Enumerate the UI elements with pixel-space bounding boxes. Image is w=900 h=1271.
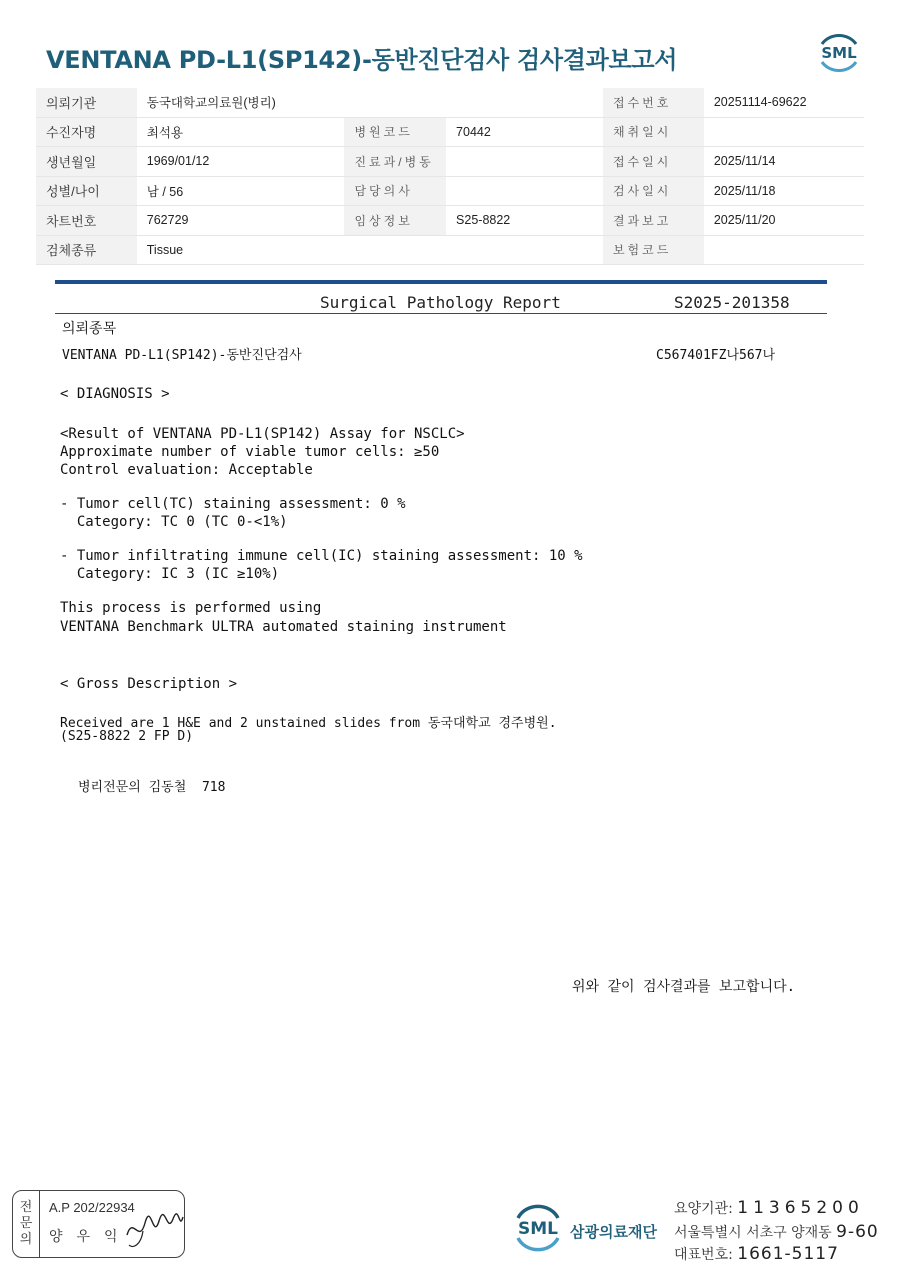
address: 서울특별시 서초구 양재동 9-60 bbox=[674, 1222, 879, 1242]
info-row bbox=[36, 176, 864, 206]
institution-code: 요양기관: 11365200 bbox=[674, 1198, 864, 1218]
info-value bbox=[446, 88, 603, 117]
sml-foundation-logo bbox=[510, 1198, 566, 1256]
svg-text:SML: SML bbox=[821, 44, 857, 62]
info-label bbox=[344, 235, 446, 265]
report-heading: Surgical Pathology Report bbox=[320, 293, 561, 312]
request-code: C567401FZ나567나 bbox=[656, 348, 776, 363]
diagnosis-header: < DIAGNOSIS > bbox=[60, 386, 170, 402]
tc-category: Category: TC 0 (TC 0-<1%) bbox=[60, 514, 288, 530]
info-label: 임상정보 bbox=[344, 206, 446, 236]
info-value bbox=[704, 117, 864, 147]
info-value: 2025/11/14 bbox=[704, 147, 864, 177]
ic-category: Category: IC 3 (IC ≥10%) bbox=[60, 566, 280, 582]
page-title: VENTANA PD-L1(SP142)-동반진단검사 검사결과보고서 bbox=[46, 46, 678, 74]
signature-icon bbox=[123, 1205, 185, 1251]
info-label: 접수번호 bbox=[603, 88, 704, 117]
stamp-name: 양우익 bbox=[49, 1229, 132, 1245]
closing-statement: 위와 같이 검사결과를 보고합니다. bbox=[572, 979, 796, 995]
info-label: 채취일시 bbox=[603, 117, 704, 147]
info-value bbox=[704, 235, 864, 265]
viable-cells: Approximate number of viable tumor cells: ≥50 bbox=[60, 444, 440, 460]
process-line-2: VENTANA Benchmark ULTRA automated staining instrument bbox=[60, 619, 507, 635]
report-sub-rule bbox=[55, 313, 827, 314]
info-label: 검체종류 bbox=[36, 235, 137, 265]
report-number: S2025-201358 bbox=[674, 293, 790, 312]
info-label: 진료과/병동 bbox=[344, 147, 446, 177]
info-row bbox=[36, 88, 864, 117]
info-label bbox=[344, 88, 446, 117]
control-evaluation: Control evaluation: Acceptable bbox=[60, 462, 313, 478]
tc-assessment: - Tumor cell(TC) staining assessment: 0 % bbox=[60, 496, 406, 512]
info-value: 1969/01/12 bbox=[137, 147, 345, 177]
info-row bbox=[36, 235, 864, 265]
info-value: 20251114-69622 bbox=[704, 88, 864, 117]
info-label: 성별/나이 bbox=[36, 176, 137, 206]
info-value: 2025/11/20 bbox=[704, 206, 864, 236]
info-value: 남 / 56 bbox=[137, 176, 345, 206]
foundation-name: 삼광의료재단 bbox=[570, 1223, 657, 1241]
stamp-side-label: 전 문 의 bbox=[13, 1191, 40, 1257]
specialist-stamp bbox=[12, 1190, 185, 1258]
request-label: 의뢰종목 bbox=[62, 321, 117, 337]
info-row bbox=[36, 117, 864, 147]
info-row bbox=[36, 206, 864, 236]
gross-header: < Gross Description > bbox=[60, 676, 238, 692]
ic-assessment: - Tumor infiltrating immune cell(IC) staining assessment: 10 % bbox=[60, 548, 583, 564]
info-value: 2025/11/18 bbox=[704, 176, 864, 206]
pathologist: 병리전문의 김동철 718 bbox=[78, 780, 226, 795]
stamp-ap-number: A.P 202/22934 bbox=[49, 1200, 135, 1215]
result-line: <Result of VENTANA PD-L1(SP142) Assay for NSCLC> bbox=[60, 426, 465, 442]
main-phone: 대표번호: 1661-5117 bbox=[674, 1244, 839, 1264]
info-value: S25-8822 bbox=[446, 206, 603, 236]
info-label: 병원코드 bbox=[344, 117, 446, 147]
gross-line-2: (S25-8822 2 FP D) bbox=[60, 729, 194, 744]
info-label: 접수일시 bbox=[603, 147, 704, 177]
report-top-rule bbox=[55, 280, 827, 284]
info-value bbox=[446, 147, 603, 177]
info-value: 70442 bbox=[446, 117, 603, 147]
info-value: 동국대학교의료원(병리) bbox=[137, 88, 345, 117]
patient-info-table bbox=[36, 88, 864, 265]
info-label: 차트번호 bbox=[36, 206, 137, 236]
info-label: 보험코드 bbox=[603, 235, 704, 265]
info-label: 의뢰기관 bbox=[36, 88, 137, 117]
gross-line-1: Received are 1 H&E and 2 unstained slides from 동국대학교 경주병원. bbox=[60, 716, 557, 731]
info-value: Tissue bbox=[137, 235, 345, 265]
request-item: VENTANA PD-L1(SP142)-동반진단검사 bbox=[62, 348, 302, 363]
info-label: 생년월일 bbox=[36, 147, 137, 177]
info-value: 최석용 bbox=[137, 117, 345, 147]
info-label: 담당의사 bbox=[344, 176, 446, 206]
svg-text:SML: SML bbox=[518, 1219, 558, 1239]
info-value bbox=[446, 176, 603, 206]
info-label: 수진자명 bbox=[36, 117, 137, 147]
info-row bbox=[36, 147, 864, 177]
process-line-1: This process is performed using bbox=[60, 600, 322, 616]
info-label: 결과보고 bbox=[603, 206, 704, 236]
info-value bbox=[446, 235, 603, 265]
info-value: 762729 bbox=[137, 206, 345, 236]
sml-logo bbox=[814, 30, 864, 76]
info-label: 검사일시 bbox=[603, 176, 704, 206]
